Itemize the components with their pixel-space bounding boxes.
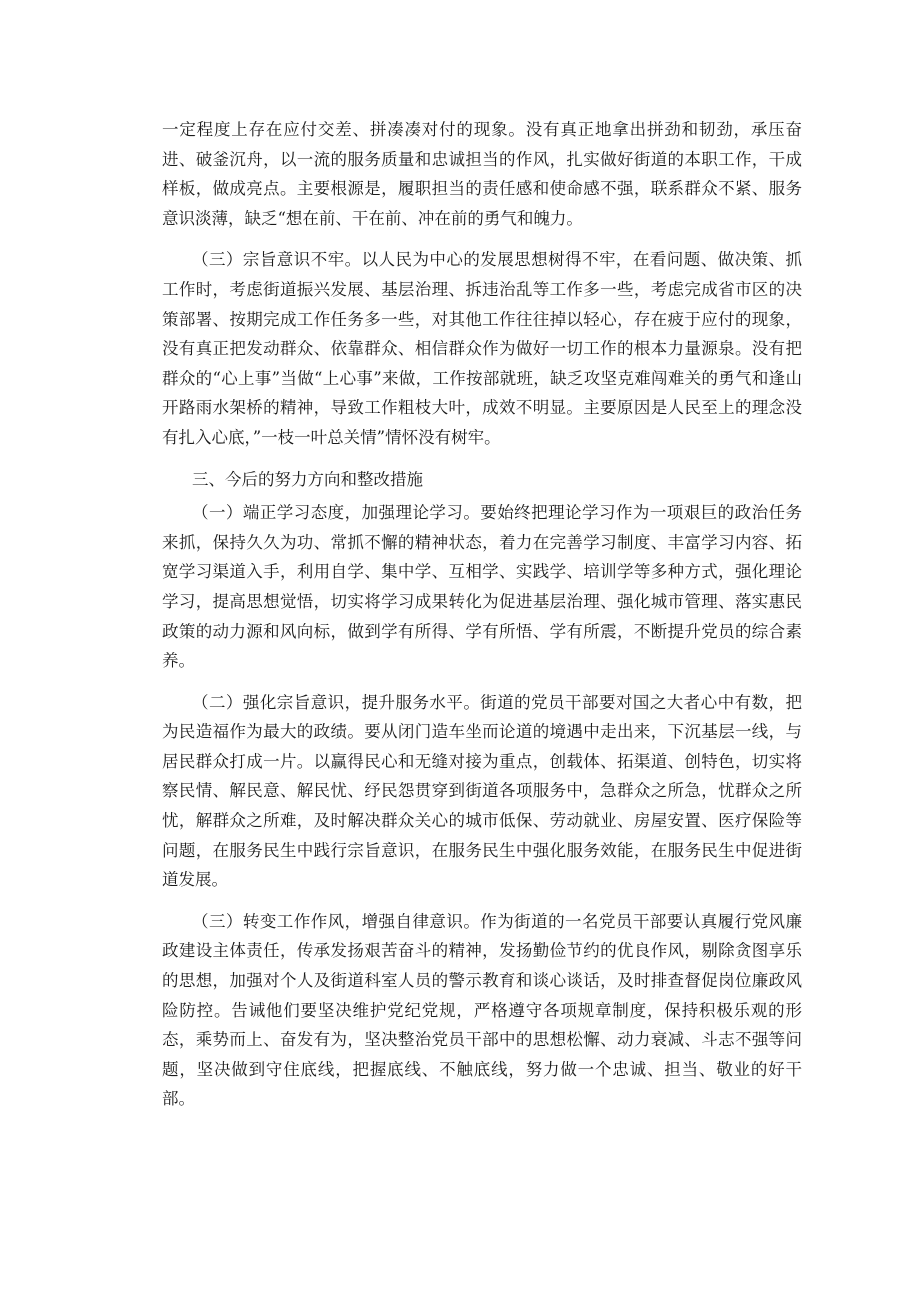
document-page [162,115,802,1126]
paragraph-work-style: （三）转变工作作风，增强自律意识。作为街道的一名党员干部要认真履行党风廉政建设主体责任，传承发扬艰苦奋斗的精神，发扬勤俭节约的优良作风，剔除贪图享乐的思想，加强对个人及街道科室人员的警示教育和谈心谈话，及时排查督促岗位廉政风险防控。告诫他们要坚决维护党纪党规，严格遵守各项规章制度，保持积极乐观的形态，乘势而上、奋发有为，坚决整治党员干部中的思想松懈、动力衰减、斗志不强等问题，坚决做到守住底线，把握底线、不触底线，努力做一个忠诚、担当、敬业的好干部。 [162,911,802,1109]
paragraph-study-attitude: （一）端正学习态度，加强理论学习。要始终把理论学习作为一项艰巨的政治任务来抓，保持久久为功、常抓不懈的精神状态，着力在完善学习制度、丰富学习内容、拓宽学习渠道入手，利用自学、集中学、互相学、实践学、培训学等多种方式，强化理论学习，提高思想觉悟，切实将学习成果转化为促进基层治理、强化城市管理、落实惠民政策的动力源和风向标，做到学有所得、学有所悟、学有所震，不断提升党员的综合素养。 [162,503,802,671]
paragraph-service-level: （二）强化宗旨意识，提升服务水平。街道的党员干部要对国之大者心中有数，把为民造福作为最大的政绩。要从闭门造车坐而论道的境遇中走出来，下沉基层一线，与居民群众打成一片。以赢得民心和无缝对接为重点，创载体、拓渠道、创特色，切实将察民情、解民意、解民忧、纾民怨贯穿到街道各项服务中，急群众之所急，忧群众之所忧，解群众之所难，及时解决群众关心的城市低保、劳动就业、房屋安置、医疗保险等问题，在服务民生中践行宗旨意识，在服务民生中强化服务效能，在服务民生中促进街道发展。 [162,692,802,890]
paragraph-continuation: 一定程度上存在应付交差、拼凑凑对付的现象。没有真正地拿出拼劲和韧劲，承压奋进、破釜沉舟，以一流的服务质量和忠诚担当的作风，扎实做好街道的本职工作，干成样板，做成亮点。主要根源是，履职担当的责任感和使命感不强，联系群众不紧、服务意识淡薄，缺乏“想在前、干在前、冲在前的勇气和魄力。 [162,120,802,228]
section-heading: 三、今后的努力方向和整改措施 [192,469,423,489]
paragraph-purpose-awareness: （三）宗旨意识不牢。以人民为中心的发展思想树得不牢，在看问题、做决策、抓工作时，考虑街道振兴发展、基层治理、拆违治乱等工作多一些，考虑完成省市区的决策部署、按期完成工作任务多一些，对其他工作往往掉以轻心，存在疲于应付的现象，没有真正把发动群众、依靠群众、相信群众作为做好一切工作的根本力量源泉。没有把群众的“心上事”当做“上心事”来做，工作按部就班，缺乏攻坚克难闯难关的勇气和逢山开路雨水架桥的精神，导致工作粗枝大叶，成效不明显。主要原因是人民至上的理念没有扎入心底，”一枝一叶总关情”情怀没有树牢。 [162,250,802,447]
